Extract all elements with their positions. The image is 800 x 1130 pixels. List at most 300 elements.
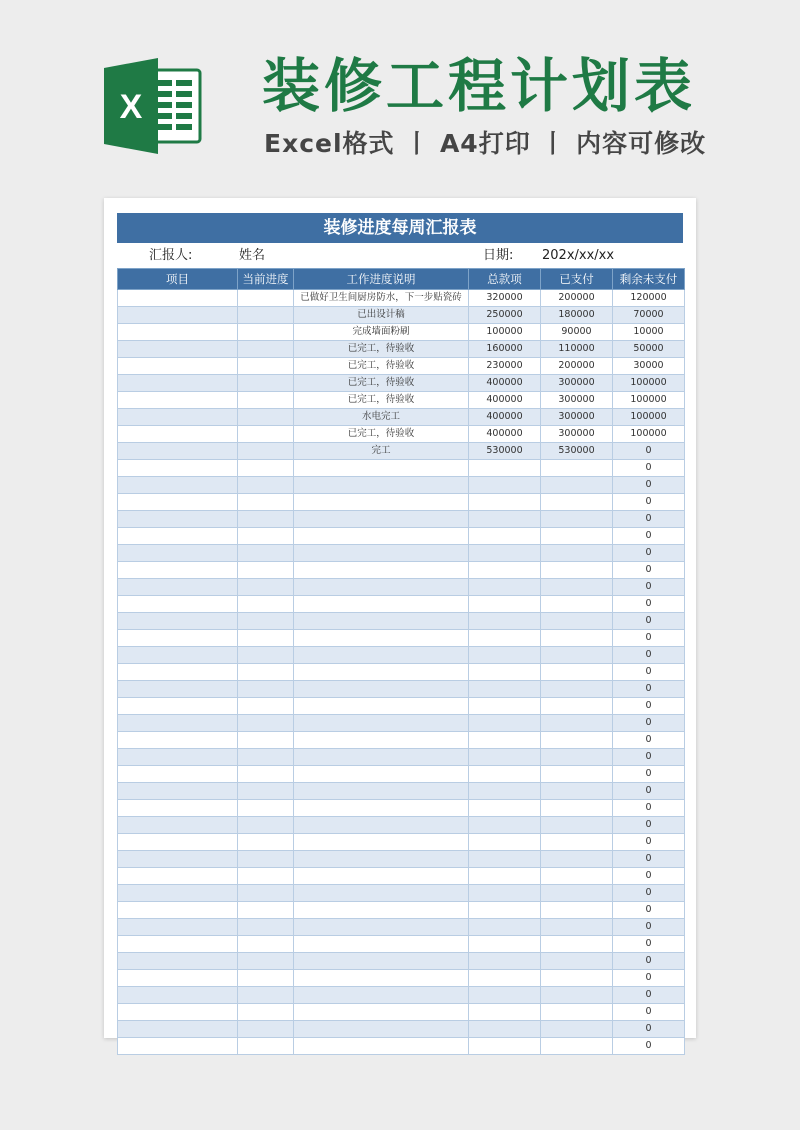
cell-total[interactable]	[469, 596, 541, 613]
table-row	[118, 970, 685, 987]
cell-total[interactable]	[469, 800, 541, 817]
cell-project[interactable]	[118, 477, 238, 494]
cell-description[interactable]: 已出设计稿	[294, 307, 469, 324]
cell-remaining[interactable]: 0	[613, 613, 685, 630]
cell-remaining[interactable]: 0	[613, 630, 685, 647]
cell-paid[interactable]	[541, 562, 613, 579]
cell-progress[interactable]	[238, 358, 294, 375]
table-row	[118, 1038, 685, 1055]
cell-description[interactable]	[294, 494, 469, 511]
table-row	[118, 545, 685, 562]
cell-description[interactable]	[294, 630, 469, 647]
table-row	[118, 987, 685, 1004]
cell-description[interactable]	[294, 528, 469, 545]
cell-project[interactable]	[118, 885, 238, 902]
cell-project[interactable]	[118, 783, 238, 800]
cell-project[interactable]	[118, 987, 238, 1004]
cell-remaining[interactable]: 0	[613, 579, 685, 596]
cell-progress[interactable]	[238, 749, 294, 766]
cell-progress[interactable]	[238, 613, 294, 630]
cell-progress[interactable]	[238, 392, 294, 409]
cell-description[interactable]	[294, 732, 469, 749]
cell-project[interactable]	[118, 545, 238, 562]
cell-remaining[interactable]: 0	[613, 562, 685, 579]
cell-remaining[interactable]: 0	[613, 664, 685, 681]
cell-total[interactable]: 320000	[469, 290, 541, 307]
table-row	[118, 443, 685, 460]
cell-paid[interactable]	[541, 715, 613, 732]
cell-description[interactable]	[294, 545, 469, 562]
cell-paid[interactable]	[541, 630, 613, 647]
cell-progress[interactable]	[238, 936, 294, 953]
cell-progress[interactable]	[238, 970, 294, 987]
cell-project[interactable]	[118, 851, 238, 868]
cell-remaining[interactable]: 0	[613, 647, 685, 664]
cell-total[interactable]: 400000	[469, 392, 541, 409]
cell-progress[interactable]	[238, 426, 294, 443]
cell-project[interactable]	[118, 579, 238, 596]
cell-paid[interactable]	[541, 987, 613, 1004]
cell-project[interactable]	[118, 307, 238, 324]
cell-description[interactable]	[294, 1021, 469, 1038]
cell-description[interactable]	[294, 902, 469, 919]
cell-paid[interactable]	[541, 477, 613, 494]
cell-total[interactable]: 230000	[469, 358, 541, 375]
cell-description[interactable]	[294, 953, 469, 970]
table-row	[118, 647, 685, 664]
cell-description[interactable]	[294, 460, 469, 477]
table-row	[118, 800, 685, 817]
cell-project[interactable]	[118, 562, 238, 579]
cell-total[interactable]	[469, 817, 541, 834]
cell-paid[interactable]	[541, 868, 613, 885]
cell-progress[interactable]	[238, 987, 294, 1004]
cell-project[interactable]	[118, 698, 238, 715]
cell-remaining[interactable]: 0	[613, 477, 685, 494]
cell-paid[interactable]	[541, 460, 613, 477]
cell-total[interactable]: 400000	[469, 426, 541, 443]
cell-total[interactable]	[469, 902, 541, 919]
cell-project[interactable]	[118, 817, 238, 834]
cell-progress[interactable]	[238, 579, 294, 596]
cell-description[interactable]	[294, 698, 469, 715]
cell-project[interactable]	[118, 443, 238, 460]
cell-remaining[interactable]: 0	[613, 817, 685, 834]
cell-paid[interactable]	[541, 783, 613, 800]
cell-paid[interactable]	[541, 664, 613, 681]
cell-project[interactable]	[118, 324, 238, 341]
cell-remaining[interactable]: 0	[613, 834, 685, 851]
cell-progress[interactable]	[238, 902, 294, 919]
page-title: 装修工程计划表	[262, 52, 697, 120]
cell-project[interactable]	[118, 953, 238, 970]
cell-paid[interactable]	[541, 494, 613, 511]
cell-project[interactable]	[118, 341, 238, 358]
cell-progress[interactable]	[238, 919, 294, 936]
table-row	[118, 936, 685, 953]
cell-description[interactable]	[294, 613, 469, 630]
cell-remaining[interactable]: 0	[613, 732, 685, 749]
cell-progress[interactable]	[238, 290, 294, 307]
cell-description[interactable]	[294, 783, 469, 800]
cell-progress[interactable]	[238, 800, 294, 817]
cell-paid[interactable]	[541, 647, 613, 664]
cell-project[interactable]	[118, 664, 238, 681]
cell-total[interactable]	[469, 579, 541, 596]
cell-paid[interactable]	[541, 1021, 613, 1038]
cell-total[interactable]	[469, 749, 541, 766]
cell-remaining[interactable]: 100000	[613, 392, 685, 409]
cell-total[interactable]	[469, 1038, 541, 1055]
cell-progress[interactable]	[238, 596, 294, 613]
cell-total[interactable]	[469, 834, 541, 851]
cell-total[interactable]	[469, 1021, 541, 1038]
cell-progress[interactable]	[238, 885, 294, 902]
cell-paid[interactable]	[541, 511, 613, 528]
cell-project[interactable]	[118, 681, 238, 698]
cell-total[interactable]	[469, 698, 541, 715]
cell-remaining[interactable]: 0	[613, 698, 685, 715]
cell-total[interactable]	[469, 936, 541, 953]
cell-paid[interactable]	[541, 1004, 613, 1021]
cell-paid[interactable]: 200000	[541, 290, 613, 307]
cell-remaining[interactable]: 0	[613, 766, 685, 783]
cell-remaining[interactable]: 0	[613, 1004, 685, 1021]
cell-project[interactable]	[118, 766, 238, 783]
cell-remaining[interactable]: 0	[613, 681, 685, 698]
cell-progress[interactable]	[238, 375, 294, 392]
cell-remaining[interactable]: 0	[613, 749, 685, 766]
cell-total[interactable]	[469, 715, 541, 732]
spreadsheet-page	[104, 198, 696, 1051]
cell-progress[interactable]	[238, 715, 294, 732]
cell-progress[interactable]	[238, 834, 294, 851]
cell-paid[interactable]	[541, 528, 613, 545]
cell-remaining[interactable]: 0	[613, 987, 685, 1004]
cell-total[interactable]	[469, 545, 541, 562]
cell-description[interactable]	[294, 596, 469, 613]
cell-progress[interactable]	[238, 630, 294, 647]
cell-description[interactable]: 已完工，待验收	[294, 426, 469, 443]
cell-description[interactable]	[294, 970, 469, 987]
table-row	[118, 834, 685, 851]
cell-remaining[interactable]: 0	[613, 783, 685, 800]
cell-paid[interactable]: 530000	[541, 443, 613, 460]
table-row	[118, 460, 685, 477]
cell-remaining[interactable]: 0	[613, 902, 685, 919]
cell-remaining[interactable]: 50000	[613, 341, 685, 358]
cell-project[interactable]	[118, 1004, 238, 1021]
cell-description[interactable]: 完工	[294, 443, 469, 460]
cell-progress[interactable]	[238, 528, 294, 545]
cell-project[interactable]	[118, 511, 238, 528]
cell-paid[interactable]	[541, 749, 613, 766]
cell-paid[interactable]	[541, 834, 613, 851]
cell-remaining[interactable]: 120000	[613, 290, 685, 307]
cell-progress[interactable]	[238, 324, 294, 341]
cell-paid[interactable]: 90000	[541, 324, 613, 341]
cell-remaining[interactable]: 10000	[613, 324, 685, 341]
cell-progress[interactable]	[238, 341, 294, 358]
cell-project[interactable]	[118, 375, 238, 392]
table-row	[118, 596, 685, 613]
cell-total[interactable]	[469, 528, 541, 545]
cell-remaining[interactable]: 0	[613, 528, 685, 545]
cell-paid[interactable]	[541, 919, 613, 936]
cell-description[interactable]: 已完工，待验收	[294, 392, 469, 409]
cell-paid[interactable]	[541, 596, 613, 613]
table-row	[118, 307, 685, 324]
cell-progress[interactable]	[238, 817, 294, 834]
cell-description[interactable]	[294, 562, 469, 579]
cell-paid[interactable]	[541, 817, 613, 834]
cell-project[interactable]	[118, 290, 238, 307]
cell-project[interactable]	[118, 426, 238, 443]
cell-description[interactable]	[294, 919, 469, 936]
table-row	[118, 341, 685, 358]
cell-project[interactable]	[118, 1021, 238, 1038]
cell-paid[interactable]	[541, 936, 613, 953]
cell-paid[interactable]: 110000	[541, 341, 613, 358]
cell-total[interactable]	[469, 511, 541, 528]
cell-project[interactable]	[118, 409, 238, 426]
cell-total[interactable]	[469, 919, 541, 936]
cell-progress[interactable]	[238, 477, 294, 494]
reporter-value[interactable]: 姓名	[239, 248, 266, 263]
cell-project[interactable]	[118, 1038, 238, 1055]
cell-project[interactable]	[118, 919, 238, 936]
cell-description[interactable]: 已完工，待验收	[294, 341, 469, 358]
cell-project[interactable]	[118, 834, 238, 851]
cell-remaining[interactable]: 100000	[613, 409, 685, 426]
cell-description[interactable]: 已完工，待验收	[294, 375, 469, 392]
table-row	[118, 426, 685, 443]
cell-total[interactable]: 100000	[469, 324, 541, 341]
cell-paid[interactable]	[541, 613, 613, 630]
cell-description[interactable]	[294, 647, 469, 664]
cell-description[interactable]	[294, 1004, 469, 1021]
cell-remaining[interactable]: 0	[613, 511, 685, 528]
cell-description[interactable]: 已完工，待验收	[294, 358, 469, 375]
cell-description[interactable]	[294, 1038, 469, 1055]
table-row	[118, 749, 685, 766]
table-row	[118, 613, 685, 630]
cell-remaining[interactable]: 0	[613, 460, 685, 477]
cell-progress[interactable]	[238, 1004, 294, 1021]
cell-total[interactable]	[469, 953, 541, 970]
cell-progress[interactable]	[238, 953, 294, 970]
cell-total[interactable]	[469, 885, 541, 902]
cell-description[interactable]	[294, 868, 469, 885]
cell-progress[interactable]	[238, 698, 294, 715]
cell-total[interactable]	[469, 494, 541, 511]
cell-total[interactable]: 250000	[469, 307, 541, 324]
cell-paid[interactable]: 180000	[541, 307, 613, 324]
cell-remaining[interactable]: 0	[613, 868, 685, 885]
cell-progress[interactable]	[238, 783, 294, 800]
cell-progress[interactable]	[238, 868, 294, 885]
date-value[interactable]: 202x/xx/xx	[542, 248, 615, 263]
cell-remaining[interactable]: 0	[613, 919, 685, 936]
cell-total[interactable]: 400000	[469, 375, 541, 392]
cell-description[interactable]	[294, 851, 469, 868]
cell-project[interactable]	[118, 970, 238, 987]
cell-description[interactable]	[294, 749, 469, 766]
cell-total[interactable]	[469, 868, 541, 885]
cell-description[interactable]	[294, 681, 469, 698]
cell-project[interactable]	[118, 902, 238, 919]
cell-project[interactable]	[118, 613, 238, 630]
cell-description[interactable]: 已做好卫生间厨房防水，下一步贴瓷砖	[294, 290, 469, 307]
cell-description[interactable]	[294, 800, 469, 817]
cell-progress[interactable]	[238, 681, 294, 698]
cell-progress[interactable]	[238, 732, 294, 749]
cell-description[interactable]	[294, 579, 469, 596]
cell-paid[interactable]	[541, 1038, 613, 1055]
cell-paid[interactable]	[541, 732, 613, 749]
cell-progress[interactable]	[238, 443, 294, 460]
cell-project[interactable]	[118, 528, 238, 545]
cell-paid[interactable]	[541, 885, 613, 902]
cell-progress[interactable]	[238, 409, 294, 426]
cell-total[interactable]	[469, 766, 541, 783]
cell-total[interactable]	[469, 970, 541, 987]
cell-description[interactable]	[294, 885, 469, 902]
cell-description[interactable]	[294, 834, 469, 851]
cell-total[interactable]	[469, 987, 541, 1004]
column-header-total: 总款项	[469, 269, 541, 290]
cell-progress[interactable]	[238, 1021, 294, 1038]
cell-remaining[interactable]: 70000	[613, 307, 685, 324]
cell-total[interactable]	[469, 630, 541, 647]
cell-description[interactable]	[294, 936, 469, 953]
cell-remaining[interactable]: 100000	[613, 375, 685, 392]
cell-description[interactable]	[294, 477, 469, 494]
cell-remaining[interactable]: 0	[613, 885, 685, 902]
cell-description[interactable]	[294, 511, 469, 528]
table-row	[118, 715, 685, 732]
cell-project[interactable]	[118, 732, 238, 749]
cell-project[interactable]	[118, 392, 238, 409]
cell-progress[interactable]	[238, 647, 294, 664]
cell-paid[interactable]	[541, 579, 613, 596]
cell-description[interactable]: 完成墙面粉刷	[294, 324, 469, 341]
cell-project[interactable]	[118, 800, 238, 817]
cell-remaining[interactable]: 0	[613, 1021, 685, 1038]
cell-remaining[interactable]: 100000	[613, 426, 685, 443]
table-row	[118, 511, 685, 528]
cell-paid[interactable]: 200000	[541, 358, 613, 375]
cell-remaining[interactable]: 0	[613, 953, 685, 970]
cell-total[interactable]	[469, 562, 541, 579]
cell-project[interactable]	[118, 749, 238, 766]
cell-total[interactable]	[469, 681, 541, 698]
cell-total[interactable]	[469, 851, 541, 868]
cell-total[interactable]: 400000	[469, 409, 541, 426]
cell-paid[interactable]	[541, 800, 613, 817]
cell-remaining[interactable]: 30000	[613, 358, 685, 375]
cell-remaining[interactable]: 0	[613, 715, 685, 732]
cell-total[interactable]	[469, 664, 541, 681]
cell-paid[interactable]	[541, 970, 613, 987]
cell-progress[interactable]	[238, 511, 294, 528]
cell-progress[interactable]	[238, 851, 294, 868]
cell-paid[interactable]: 300000	[541, 409, 613, 426]
cell-remaining[interactable]: 0	[613, 851, 685, 868]
cell-project[interactable]	[118, 715, 238, 732]
cell-total[interactable]: 530000	[469, 443, 541, 460]
cell-remaining[interactable]: 0	[613, 545, 685, 562]
cell-paid[interactable]: 300000	[541, 426, 613, 443]
cell-remaining[interactable]: 0	[613, 596, 685, 613]
cell-total[interactable]	[469, 613, 541, 630]
cell-paid[interactable]: 300000	[541, 392, 613, 409]
cell-project[interactable]	[118, 460, 238, 477]
cell-total[interactable]	[469, 732, 541, 749]
cell-project[interactable]	[118, 596, 238, 613]
cell-remaining[interactable]: 0	[613, 936, 685, 953]
cell-paid[interactable]	[541, 902, 613, 919]
cell-paid[interactable]	[541, 545, 613, 562]
cell-progress[interactable]	[238, 494, 294, 511]
cell-remaining[interactable]: 0	[613, 1038, 685, 1055]
cell-description[interactable]: 水电完工	[294, 409, 469, 426]
cell-remaining[interactable]: 0	[613, 443, 685, 460]
cell-project[interactable]	[118, 868, 238, 885]
cell-project[interactable]	[118, 936, 238, 953]
table-row	[118, 681, 685, 698]
cell-paid[interactable]	[541, 953, 613, 970]
cell-progress[interactable]	[238, 1038, 294, 1055]
cell-total[interactable]	[469, 647, 541, 664]
table-row	[118, 698, 685, 715]
cell-description[interactable]	[294, 715, 469, 732]
cell-progress[interactable]	[238, 307, 294, 324]
date-label: 日期:	[483, 248, 514, 263]
cell-project[interactable]	[118, 358, 238, 375]
cell-project[interactable]	[118, 494, 238, 511]
column-header-remaining: 剩余未支付	[613, 269, 685, 290]
cell-total[interactable]: 160000	[469, 341, 541, 358]
cell-remaining[interactable]: 0	[613, 970, 685, 987]
cell-progress[interactable]	[238, 562, 294, 579]
cell-total[interactable]	[469, 783, 541, 800]
cell-total[interactable]	[469, 460, 541, 477]
cell-description[interactable]	[294, 817, 469, 834]
table-row	[118, 579, 685, 596]
cell-progress[interactable]	[238, 664, 294, 681]
cell-paid[interactable]	[541, 851, 613, 868]
cell-description[interactable]	[294, 766, 469, 783]
cell-total[interactable]	[469, 477, 541, 494]
cell-project[interactable]	[118, 630, 238, 647]
cell-paid[interactable]: 300000	[541, 375, 613, 392]
cell-total[interactable]	[469, 1004, 541, 1021]
cell-description[interactable]	[294, 664, 469, 681]
cell-remaining[interactable]: 0	[613, 494, 685, 511]
cell-paid[interactable]	[541, 698, 613, 715]
cell-progress[interactable]	[238, 460, 294, 477]
table-row	[118, 358, 685, 375]
cell-remaining[interactable]: 0	[613, 800, 685, 817]
cell-description[interactable]	[294, 987, 469, 1004]
cell-paid[interactable]	[541, 681, 613, 698]
cell-project[interactable]	[118, 647, 238, 664]
cell-progress[interactable]	[238, 766, 294, 783]
cell-progress[interactable]	[238, 545, 294, 562]
report-info-row	[117, 243, 683, 268]
cell-paid[interactable]	[541, 766, 613, 783]
